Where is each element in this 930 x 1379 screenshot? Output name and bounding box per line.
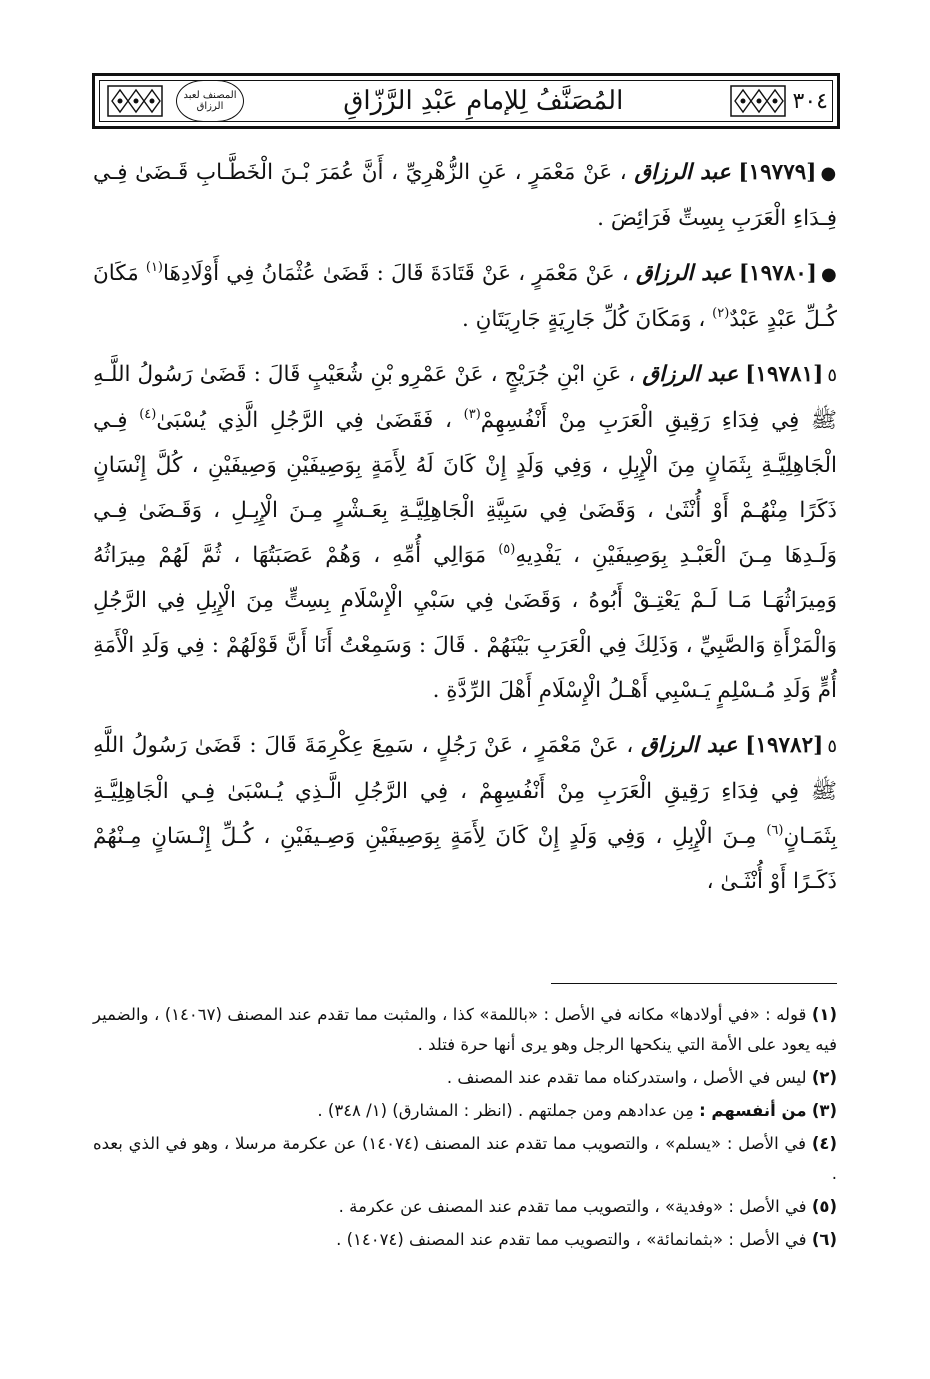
footnote-number: (٤) bbox=[811, 1134, 838, 1153]
footnote-text: في الأصل : «يسلم» ، والتصويب مما تقدم عند المصنف (١٤٠٧٤) عن عكرمة مرسلا ، وهو في الذي بعده . bbox=[93, 1134, 837, 1183]
footnote-ref: (٢) bbox=[712, 306, 730, 321]
header-frame bbox=[99, 80, 833, 122]
entry-marker: ٥ bbox=[827, 736, 838, 757]
footnote bbox=[93, 1096, 837, 1126]
page-title: المُصَنَّفُ لِلإمامِ عَبْدِ الرَّزّاقِ bbox=[343, 86, 624, 116]
footnote-ref: (٦) bbox=[766, 823, 784, 838]
footnote bbox=[93, 1129, 837, 1189]
entry-text: مَوَالِي أُمِّهِ ، وَهُمْ عَصَبَتُهَا ، ثُمَّ لَهُمْ مِيرَاثُهُ وَمِيرَاثُهَـا مَـا لَـمْ يَعْتِـقْ أَبُوهُ ، وَقَضَىٰ فِي سَبْيِ الْإِسْلَامِ بِسِتٍّ مِنَ الْإِبِلِ فِي الرَّجُلِ وَالْمَرْأَةِ وَالصَّبِيِّ ، وَذَلِكَ فِي الْعَرَبِ بَيْنَهُمْ . قَالَ : وَسَمِعْتُ أَنَا أَنَّ قَوْلَهُمْ : فِي وَلَدِ الْأَمَةِ أُمٍّ وَلَدِ مُـسْلِمٍ يَـسْبِي أَهْـلُ الْإِسْلَامِ أَهْلَ الرِّدَّةِ . bbox=[93, 543, 837, 703]
entry-number: [١٩٧٧٩] bbox=[738, 160, 817, 185]
footnote-text: في الأصل : «بثمانمائة» ، والتصويب مما تقدم عند المصنف (١٤٠٧٤) . bbox=[336, 1230, 807, 1249]
footnote-number: (٥) bbox=[811, 1197, 837, 1216]
entry-number: [١٩٧٨١] bbox=[745, 362, 824, 387]
footnote bbox=[93, 1063, 837, 1093]
entry-marker: ٥ bbox=[827, 365, 838, 386]
footnote-text: في الأصل : «وفدية» ، والتصويب مما تقدم عند المصنف عن عكرمة . bbox=[338, 1197, 807, 1216]
footnote-ref: (٤) bbox=[139, 407, 157, 422]
hadith-entry bbox=[93, 251, 837, 342]
footnote bbox=[93, 1192, 837, 1222]
entry-marker: ● bbox=[820, 163, 837, 184]
ornament-right-icon bbox=[729, 82, 787, 120]
entry-text: ، عَنْ مَعْمَرٍ ، عَنْ رَجُلٍ ، سَمِعَ عِكْرِمَةَ قَالَ : قَضَىٰ رَسُولُ اللَّهِ ﷺ فِي فِدَاءِ رَقِيقِ الْعَرَبِ مِنْ أَنْفُسِهِمْ ، فِي الرَّجُلِ الَّـذِي يُـسْبَىٰ فِـي الْجَاهِلِيَّـةِ بِثَمَـانٍ bbox=[93, 733, 837, 849]
narrator-name: عبد الرزاق bbox=[642, 362, 739, 387]
entry-marker: ● bbox=[820, 264, 837, 285]
footnote-number: (٣) bbox=[811, 1101, 837, 1120]
footnote-divider bbox=[551, 983, 837, 984]
footnote-term: من أنفسهم : bbox=[699, 1101, 807, 1120]
hadith-entry bbox=[93, 352, 837, 713]
hadith-entry bbox=[93, 723, 837, 904]
footnotes bbox=[93, 1000, 837, 1258]
entry-number: [١٩٧٨٢] bbox=[745, 733, 824, 758]
narrator-name: عبد الرزاق bbox=[641, 733, 738, 758]
main-text bbox=[93, 150, 837, 914]
footnote-text: مِن عدادهم ومن جملتهم . (انظر : المشارق) (١/ ٣٤٨) . bbox=[317, 1101, 694, 1120]
entry-number: [١٩٧٨٠] bbox=[738, 261, 817, 286]
footnote bbox=[93, 1000, 837, 1060]
hadith-entry bbox=[93, 150, 837, 241]
narrator-name: عبد الرزاق bbox=[635, 261, 732, 286]
entry-text: مِـنَ الْإِبِلِ ، وَفِي وَلَدٍ إِنْ كَانَ لِأَمَةٍ بِوَصِيفَيْنِ وَصِـيفَيْنِ ، كُـلِّ إِنْـسَانٍ مِـنْهُمْ ذَكَـرًا أَوْ أُنْثَـىٰ ، bbox=[93, 824, 837, 894]
footnote-ref: (٣) bbox=[463, 407, 481, 422]
footnote-text: قوله : «في أولادها» مكانه في الأصل : «باللمة» كذا ، والمثبت مما تقدم عند المصنف (١٤٠٦٧) ، والضمير فيه يعود على الأمة التي ينكحها الرجل وهو يرى أنها حرة فتلد . bbox=[93, 1005, 837, 1054]
entry-text: فِـي الْجَاهِلِيَّـةِ بِثَمَانٍ مِنَ الْإِبِلِ ، وَفِي وَلَدٍ إِنْ كَانَ لَهُ لِأَمَةٍ بِوَصِيفَيْنِ وَصِيفَيْنِ ، كُلَّ إِنْسَانٍ ذَكَرًا مِنْهُـمْ أَوْ أُنْثَىٰ ، وَقَضَىٰ فِي سَبِيَّةِ الْجَاهِلِيَّـةِ بِعَـشْرٍ مِـنَ الْإِبِـلِ ، وَقَـضَىٰ فِـي وَلَـدِهَا مِـنَ الْعَبْـدِ بِوَصِيفَيْنِ ، يَفْدِيهِ bbox=[93, 408, 838, 568]
running-header bbox=[92, 73, 840, 129]
narrator-name: عبد الرزاق bbox=[634, 160, 731, 185]
footnote-text: ليس في الأصل ، واستدركناه مما تقدم عند المصنف . bbox=[446, 1068, 807, 1087]
entry-text: ، عَنِ ابْنِ جُرَيْجٍ ، عَنْ عَمْرِو بْنِ شُعَيْبٍ قَالَ : قَضَىٰ رَسُولُ اللَّـهِ ﷺ فِي فِدَاءِ رَقِيقِ الْعَرَبِ مِنْ أَنْفُسِهِمْ bbox=[93, 362, 838, 433]
footnote-number: (١) bbox=[811, 1005, 838, 1024]
footnote-number: (٢) bbox=[811, 1068, 837, 1087]
book-emblem: المصنف لعبد الرزاق bbox=[176, 80, 244, 122]
entry-text: ، عَنْ مَعْمَرٍ ، عَنِ الزُّهْرِيِّ ، أَنَّ عُمَرَ بْـنَ الْخَطَّـابِ قَـضَىٰ فِـي فِـدَاءِ الْعَرَبِ بِسِتِّ فَرَائِضَ . bbox=[93, 160, 837, 231]
footnote-ref: (١) bbox=[145, 260, 163, 275]
entry-text: ، فَقَضَىٰ فِي الرَّجُلِ الَّذِي يُسْبَىٰ bbox=[156, 408, 452, 433]
entry-text: ، عَنْ مَعْمَرٍ ، عَنْ قَتَادَةَ قَالَ : قَضَىٰ عُثْمَانُ فِي أَوْلَادِهَا bbox=[163, 261, 629, 286]
entry-text: ، وَمَكَانَ كُلِّ جَارِيَةٍ جَارِيَتَانِ . bbox=[461, 307, 706, 332]
page-number: ٣٠٤ bbox=[792, 88, 828, 114]
footnote-number: (٦) bbox=[811, 1230, 837, 1249]
ornament-left-icon bbox=[106, 82, 164, 120]
footnote-ref: (٥) bbox=[498, 542, 516, 557]
entry-text: مَكَانَ كُـلِّ عَبْدٍ عَبْدٌ bbox=[93, 261, 837, 332]
footnote bbox=[93, 1225, 837, 1255]
